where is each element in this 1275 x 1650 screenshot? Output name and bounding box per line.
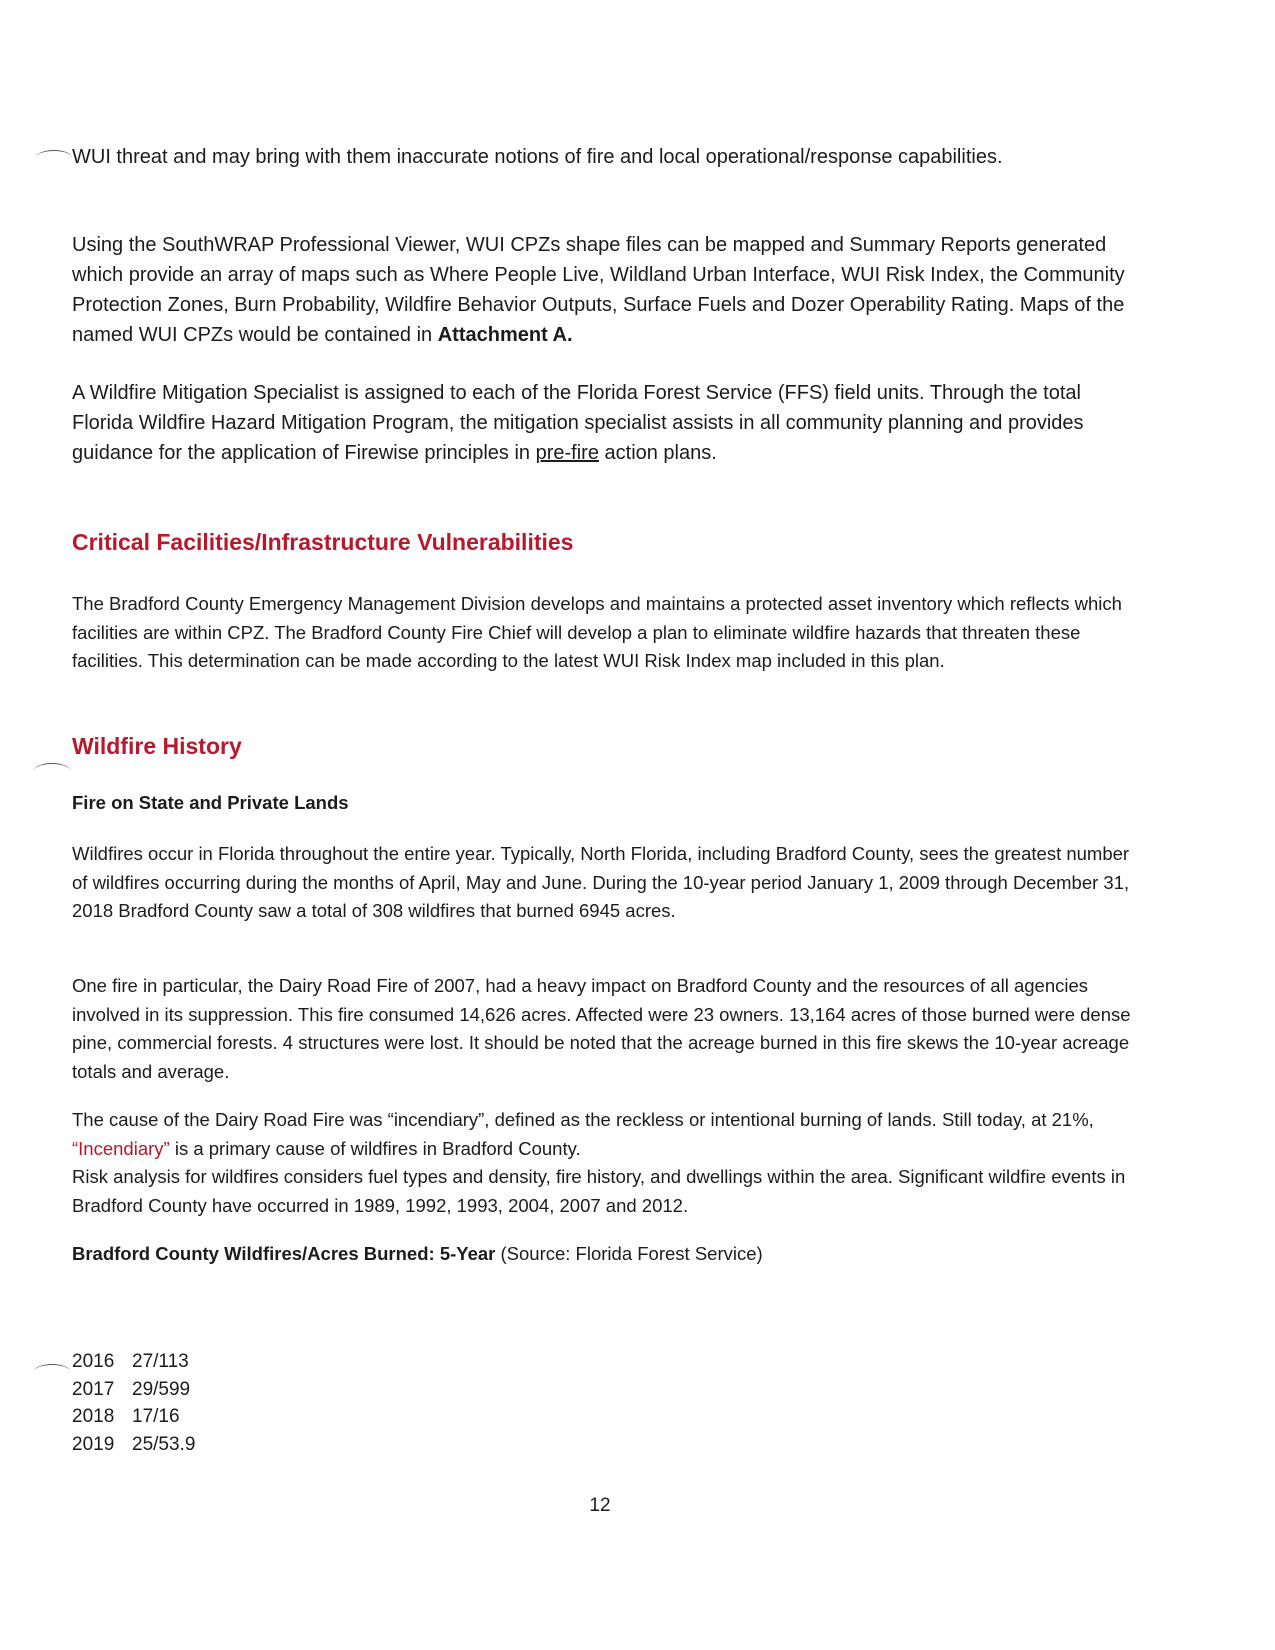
stats-year: 2017 bbox=[72, 1378, 115, 1400]
stats-row bbox=[72, 1431, 195, 1459]
scan-artifact-mark bbox=[34, 1364, 70, 1379]
southwrap-text: Using the SouthWRAP Professional Viewer, WUI CPZs shape files can be mapped and Summary Reports generated which provide an array of maps such as Where People Live, Wildland Urban Interface, WUI Risk Index, the Community Protection Zones, Burn Probability, Wildfire Behavior Outputs, Surface Fuels and Dozer Operability Rating. Maps of the named WUI CPZs would be contained in bbox=[72, 234, 1125, 346]
mitigation-text-before: A Wildfire Mitigation Specialist is assigned to each of the Florida Forest Service (FFS) field units. Through the total Florida Wildfire Hazard Mitigation Program, the mitigation specialist assists in all community planning and provides guidance for the application of Firewise principles in bbox=[72, 382, 1084, 464]
table-title bbox=[72, 1240, 1132, 1269]
mitigation-text-after: action plans. bbox=[598, 442, 717, 464]
attachment-reference: Attachment A. bbox=[437, 324, 573, 346]
state-private-lands-heading: Fire on State and Private Lands bbox=[72, 792, 349, 813]
cause-text-after: is a primary cause of wildfires in Bradford County. bbox=[169, 1137, 581, 1159]
critical-facilities-paragraph: The Bradford County Emergency Management Division develops and maintains a protected asset inventory which reflects which facilities are within CPZ. The Bradford County Fire Chief will develop a plan to eliminate wildfire hazards that threaten these facilities. This determination can be made according to the latest WUI Risk Index map included in this plan. bbox=[72, 593, 1122, 671]
stats-value: 25/53.9 bbox=[132, 1433, 196, 1455]
table-title-bold: Bradford County Wildfires/Acres Burned: 5-Year bbox=[72, 1243, 496, 1264]
risk-analysis-text: Risk analysis for wildfires considers fuel types and density, fire history, and dwellings within the area. Significant wildfire events in Bradford County have occurred in 1989, 1992, 1993, 2004, 2007 and 2012. bbox=[72, 1166, 1126, 1216]
stats-year: 2016 bbox=[72, 1351, 115, 1372]
dairy-road-paragraph: One fire in particular, the Dairy Road Fire of 2007, had a heavy impact on Bradford County and the resources of all agencies involved in its suppression. This fire consumed 14,626 acres. Affected were 23 owners. 13,164 acres of those burned were dense pine, commercial forests. 4 structures were lost. It should be noted that the acreage burned in this fire skews the 10-year acreage totals and average. bbox=[72, 975, 1131, 1082]
southwrap-paragraph bbox=[72, 230, 1132, 350]
wildfire-history-heading: Wildfire History bbox=[72, 733, 242, 759]
stats-row bbox=[72, 1403, 195, 1431]
scan-artifact-mark bbox=[34, 763, 70, 778]
table-title-source: (Source: Florida Forest Service) bbox=[495, 1243, 763, 1264]
stats-value: 27/113 bbox=[132, 1351, 189, 1372]
cause-paragraph bbox=[72, 1106, 1132, 1220]
continued-paragraph: WUI threat and may bring with them inaccurate notions of fire and local operational/response capabilities. bbox=[72, 146, 1003, 168]
critical-facilities-heading: Critical Facilities/Infrastructure Vulnerabilities bbox=[72, 529, 574, 555]
stats-row bbox=[72, 1376, 195, 1404]
stats-value: 29/599 bbox=[132, 1378, 191, 1400]
stats-row bbox=[72, 1348, 195, 1376]
stats-year: 2018 bbox=[72, 1406, 115, 1427]
pre-fire-term: pre-fire bbox=[535, 442, 599, 464]
scan-artifact-mark bbox=[36, 150, 72, 165]
stats-value: 17/16 bbox=[132, 1406, 180, 1427]
incendiary-highlight: “Incendiary” bbox=[72, 1137, 170, 1159]
mitigation-paragraph bbox=[72, 378, 1132, 468]
stats-year: 2019 bbox=[72, 1433, 115, 1455]
cause-text-before: The cause of the Dairy Road Fire was “incendiary”, defined as the reckless or intentional burning of lands. Still today, at 21%, bbox=[72, 1109, 1094, 1130]
wildfire-stats-list bbox=[72, 1348, 195, 1458]
page-number: 12 bbox=[589, 1495, 611, 1516]
occurrence-paragraph: Wildfires occur in Florida throughout the entire year. Typically, North Florida, including Bradford County, sees the greatest number of wildfires occurring during the months of April, May and June. During the 10-year period January 1, 2009 through December 31, 2018 Bradford County saw a total of 308 wildfires that burned 6945 acres. bbox=[72, 843, 1130, 921]
